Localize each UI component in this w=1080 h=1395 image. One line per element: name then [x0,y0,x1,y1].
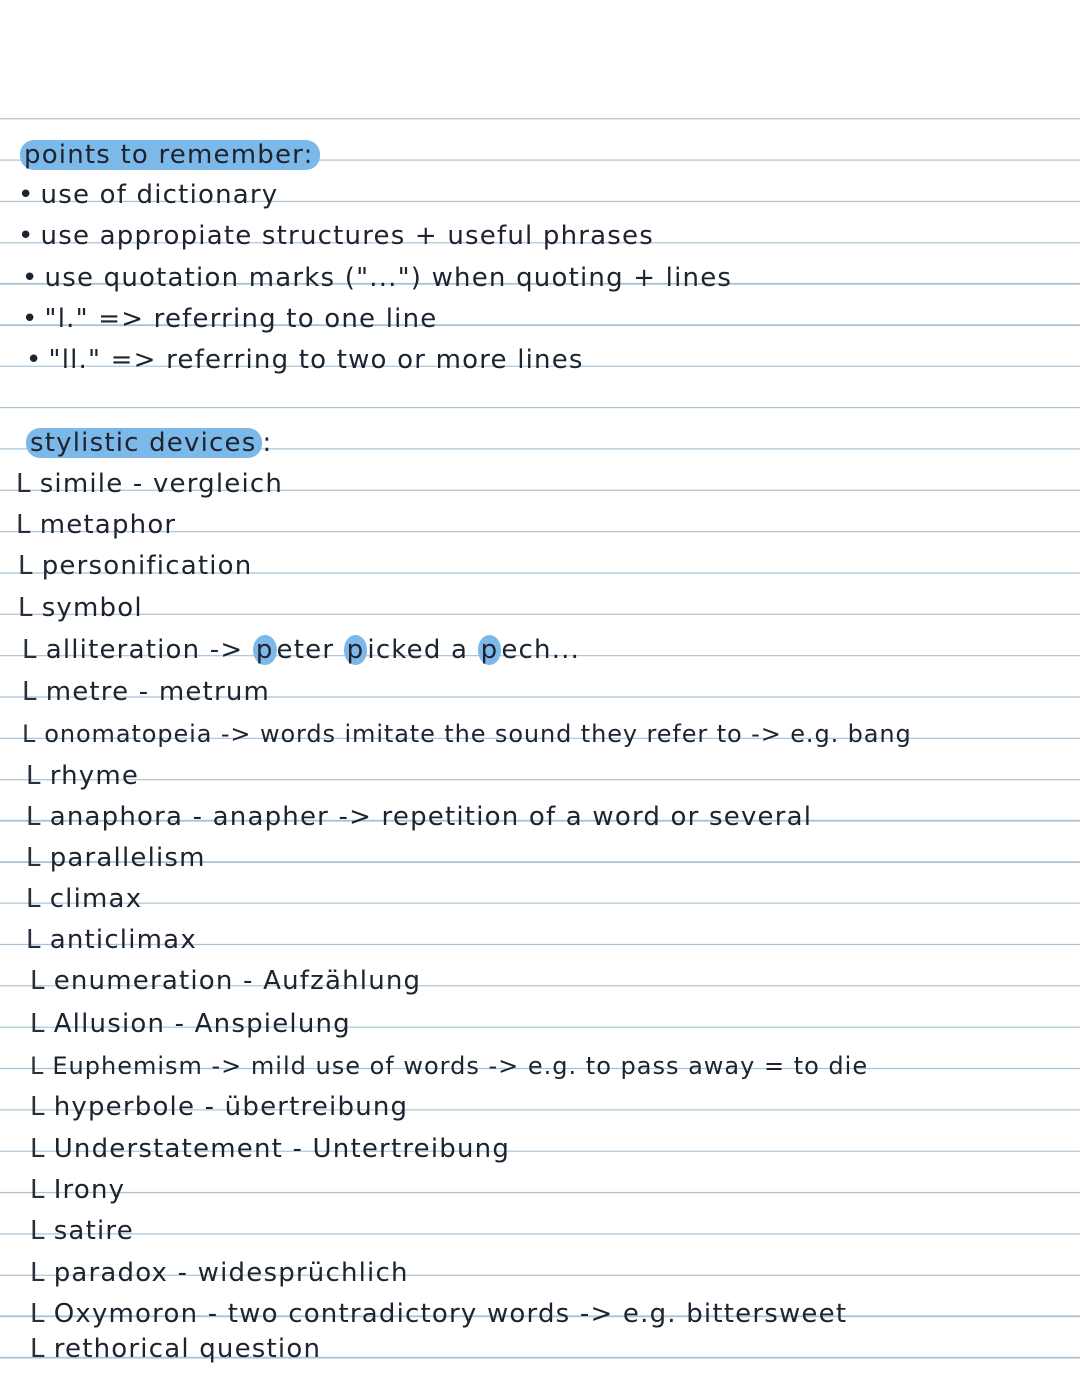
corner-mark-icon: L [30,1216,46,1246]
device-item-text: symbol [41,593,143,623]
device-item-text: simile - vergleich [39,469,284,499]
bullet-icon: • [18,221,35,251]
corner-mark-icon: L [30,1052,45,1080]
highlighted-letter: p [253,635,277,665]
device-item-text: satire [53,1216,134,1246]
corner-mark-icon: L [30,1092,46,1122]
corner-mark-icon: L [30,1334,46,1364]
corner-mark-icon: L [16,510,32,540]
device-item-text: climax [49,884,143,914]
points-item-text: use of dictionary [40,180,279,210]
corner-mark-icon: L [22,720,37,748]
corner-mark-icon: L [18,593,34,623]
device-item [30,1175,125,1205]
device-item-text: metaphor [39,510,177,540]
device-item [30,1216,134,1246]
points-item [26,345,584,375]
devices-heading-colon: : [262,428,273,458]
corner-mark-icon: L [18,551,34,581]
device-item-text: personification [41,551,253,581]
device-item-text: hyperbole - übertreibung [53,1092,409,1122]
bullet-icon: • [18,180,35,210]
points-item-text: "l." => referring to one line [44,304,438,334]
device-item [26,884,142,914]
corner-mark-icon: L [30,1175,46,1205]
device-item-text: rhyme [49,761,140,791]
device-item-text: anticlimax [49,925,197,955]
corner-mark-icon: L [30,1299,46,1329]
corner-mark-icon: L [26,884,42,914]
bullet-icon: • [22,304,39,334]
device-item-text: Oxymoron - two contradictory words -> e.g. bittersweet [53,1299,848,1329]
device-item [16,510,176,540]
device-item-text: enumeration - Aufzählung [53,966,422,996]
points-item-text: use quotation marks ("...") when quoting + lines [44,263,733,293]
points-item-text: "ll." => referring to two or more lines [48,345,584,375]
device-item [26,843,206,873]
device-item [18,551,252,581]
points-item [18,180,278,210]
device-item [22,719,912,749]
device-item [30,1299,847,1329]
alliteration-prefix: alliteration -> [45,635,253,665]
corner-mark-icon: L [26,843,42,873]
device-item-text: paradox - widesprüchlich [53,1258,409,1288]
device-item [18,593,143,623]
device-item-text: anaphora - anapher -> repetition of a word or several [49,802,813,832]
points-heading [20,140,320,170]
devices-heading [26,428,272,458]
alliteration-word: icked a [367,635,478,665]
device-item [30,1009,351,1039]
device-item [30,1258,409,1288]
device-item-text: onomatopeia -> words imitate the sound they refer to -> e.g. bang [44,720,912,748]
corner-mark-icon: L [26,761,42,791]
corner-mark-icon: L [30,966,46,996]
device-item [30,1051,868,1081]
device-item-text: parallelism [49,843,206,873]
corner-mark-icon: L [22,635,38,665]
device-item [16,469,283,499]
corner-mark-icon: L [26,802,42,832]
device-item [30,1334,321,1364]
points-item [22,304,437,334]
corner-mark-icon: L [30,1134,46,1164]
corner-mark-icon: L [22,677,38,707]
device-item-alliteration [22,635,580,665]
highlighted-letter: p [344,635,368,665]
device-item [22,677,270,707]
device-item-text: metre - metrum [45,677,271,707]
devices-heading-highlight: stylistic devices [26,428,262,458]
bullet-icon: • [22,263,39,293]
device-item [26,802,812,832]
device-item [30,966,421,996]
corner-mark-icon: L [30,1258,46,1288]
device-item [26,761,139,791]
device-item [30,1134,510,1164]
points-item [18,221,654,251]
device-item-text: Allusion - Anspielung [53,1009,351,1039]
device-item-text: Euphemism -> mild use of words -> e.g. to pass away = to die [52,1052,869,1080]
points-item-text: use appropiate structures + useful phrases [40,221,654,251]
device-item-text: rethorical question [53,1334,322,1364]
alliteration-word: ech... [501,635,581,665]
bullet-icon: • [26,345,43,375]
alliteration-word: eter [276,635,344,665]
highlighted-letter: p [478,635,502,665]
device-item [30,1092,408,1122]
device-item-text: Irony [53,1175,126,1205]
corner-mark-icon: L [16,469,32,499]
device-item-text: Understatement - Untertreibung [53,1134,511,1164]
corner-mark-icon: L [30,1009,46,1039]
points-item [22,263,732,293]
corner-mark-icon: L [26,925,42,955]
device-item [26,925,197,955]
points-heading-highlight: points to remember: [20,140,320,170]
